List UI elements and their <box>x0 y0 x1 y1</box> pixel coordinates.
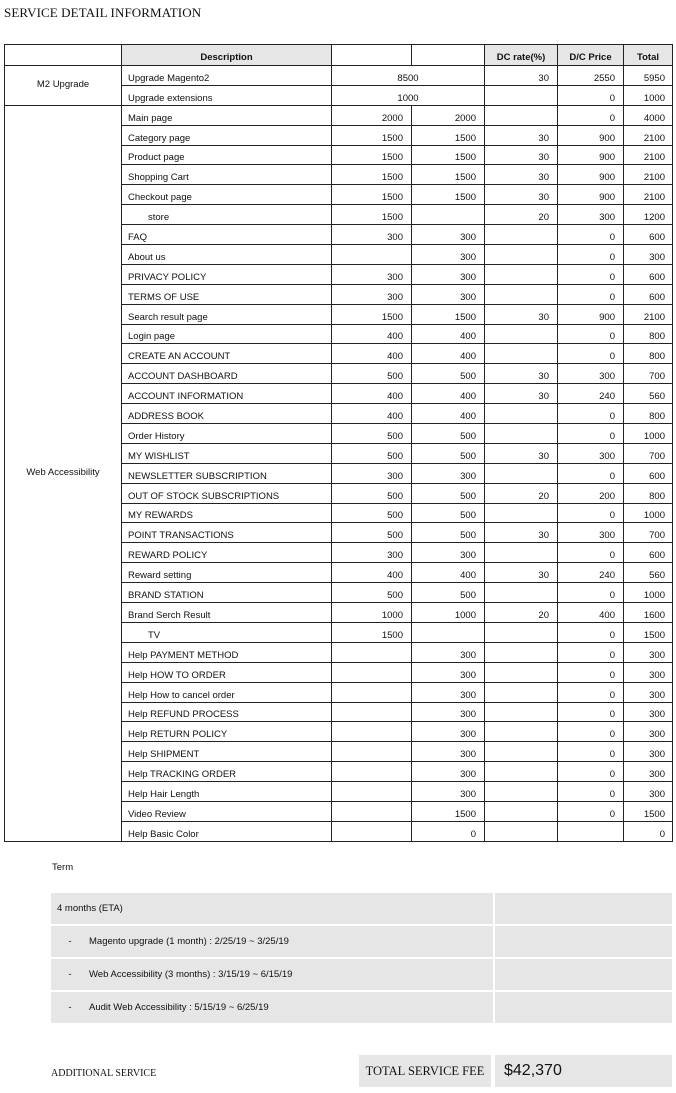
row-amount-a: 1500 <box>332 205 412 225</box>
row-amount-b: 300 <box>412 682 485 702</box>
row-dc-rate <box>485 264 558 284</box>
row-description: Help TRACKING ORDER <box>122 762 332 782</box>
row-dc-rate: 30 <box>485 443 558 463</box>
row-amount-b: 400 <box>412 404 485 424</box>
row-amount-b: 300 <box>412 722 485 742</box>
row-dc-rate <box>485 622 558 642</box>
row-total: 800 <box>624 324 673 344</box>
row-dc-rate <box>485 245 558 265</box>
row-amount-a: 400 <box>332 384 412 404</box>
row-amount-b: 300 <box>412 662 485 682</box>
row-amount-a: 500 <box>332 364 412 384</box>
row-dc-rate <box>485 85 558 105</box>
row-description: POINT TRANSACTIONS <box>122 523 332 543</box>
term-duration-row <box>51 893 672 924</box>
group-label: M2 Upgrade <box>5 66 122 106</box>
row-total: 300 <box>624 682 673 702</box>
row-dc-price: 0 <box>558 583 624 603</box>
row-dc-rate <box>485 344 558 364</box>
row-dc-price: 2550 <box>558 66 624 86</box>
term-item <box>51 992 672 1023</box>
row-amount-b: 500 <box>412 523 485 543</box>
row-dc-rate: 30 <box>485 304 558 324</box>
row-amount-b: 300 <box>412 245 485 265</box>
row-dc-price: 240 <box>558 384 624 404</box>
row-amount-a: 300 <box>332 225 412 245</box>
row-total: 1000 <box>624 85 673 105</box>
row-dc-rate <box>485 782 558 802</box>
row-description: BRAND STATION <box>122 583 332 603</box>
row-amount-a: 500 <box>332 523 412 543</box>
row-amount-a: 1500 <box>332 185 412 205</box>
row-description: Category page <box>122 125 332 145</box>
row-total: 300 <box>624 662 673 682</box>
row-total: 700 <box>624 364 673 384</box>
row-description: MY WISHLIST <box>122 443 332 463</box>
row-dc-rate <box>485 583 558 603</box>
row-dc-price: 0 <box>558 762 624 782</box>
row-amount-a: 500 <box>332 583 412 603</box>
row-amount-a <box>332 682 412 702</box>
row-dc-rate <box>485 662 558 682</box>
row-dc-rate: 30 <box>485 364 558 384</box>
row-dc-rate <box>485 742 558 762</box>
row-description: Order History <box>122 424 332 444</box>
row-dc-price: 0 <box>558 662 624 682</box>
row-dc-price: 900 <box>558 165 624 185</box>
row-dc-price: 0 <box>558 622 624 642</box>
row-amount-b: 500 <box>412 503 485 523</box>
row-amount-a: 300 <box>332 264 412 284</box>
row-description: Help SHIPMENT <box>122 742 332 762</box>
row-description: TV <box>122 622 332 642</box>
row-dc-price: 0 <box>558 543 624 563</box>
row-description: store <box>122 205 332 225</box>
row-amount-b: 300 <box>412 782 485 802</box>
row-amount-b: 300 <box>412 225 485 245</box>
row-total: 800 <box>624 404 673 424</box>
row-dc-rate <box>485 722 558 742</box>
header-total: Total <box>624 45 673 66</box>
header-dc-price: D/C Price <box>558 45 624 66</box>
row-amount-a <box>332 801 412 821</box>
row-dc-rate <box>485 404 558 424</box>
row-amount-a <box>332 821 412 841</box>
row-dc-rate: 30 <box>485 185 558 205</box>
row-amount-b: 500 <box>412 583 485 603</box>
row-description: About us <box>122 245 332 265</box>
row-total: 5950 <box>624 66 673 86</box>
row-amount-b: 500 <box>412 364 485 384</box>
row-amount-a: 500 <box>332 424 412 444</box>
row-total: 1000 <box>624 503 673 523</box>
service-table <box>4 44 673 842</box>
row-description: MY REWARDS <box>122 503 332 523</box>
row-dc-rate: 20 <box>485 483 558 503</box>
row-dc-price: 300 <box>558 205 624 225</box>
row-dc-price: 0 <box>558 404 624 424</box>
row-dc-price: 0 <box>558 702 624 722</box>
row-dc-price: 900 <box>558 145 624 165</box>
row-total: 300 <box>624 245 673 265</box>
row-amount-a: 1500 <box>332 145 412 165</box>
row-description: Video Review <box>122 801 332 821</box>
row-amount-a: 400 <box>332 324 412 344</box>
row-total: 0 <box>624 821 673 841</box>
row-amount-a <box>332 762 412 782</box>
row-dc-price: 0 <box>558 264 624 284</box>
row-description: Help Hair Length <box>122 782 332 802</box>
row-description: Help RETURN POLICY <box>122 722 332 742</box>
row-total: 600 <box>624 264 673 284</box>
row-amount-b: 300 <box>412 264 485 284</box>
row-amount-b: 1000 <box>412 603 485 623</box>
row-amount-b: 300 <box>412 284 485 304</box>
row-description: NEWSLETTER SUBSCRIPTION <box>122 463 332 483</box>
row-description: Help REFUND PROCESS <box>122 702 332 722</box>
row-dc-rate: 20 <box>485 205 558 225</box>
row-amount-b: 1500 <box>412 801 485 821</box>
row-amount-b: 500 <box>412 443 485 463</box>
row-dc-price: 0 <box>558 801 624 821</box>
row-amount-b: 300 <box>412 762 485 782</box>
row-dc-rate <box>485 543 558 563</box>
row-total: 2100 <box>624 185 673 205</box>
row-amount-a: 500 <box>332 443 412 463</box>
row-amount-a: 500 <box>332 483 412 503</box>
row-dc-price: 0 <box>558 642 624 662</box>
row-dc-rate <box>485 324 558 344</box>
term-item-text: Magento upgrade (1 month) : 2/25/19 ~ 3/25/19 <box>89 936 289 947</box>
row-total: 1200 <box>624 205 673 225</box>
row-description: ACCOUNT DASHBOARD <box>122 364 332 384</box>
row-dc-price: 0 <box>558 245 624 265</box>
row-amount-a: 1500 <box>332 165 412 185</box>
row-dc-rate <box>485 463 558 483</box>
row-description: Checkout page <box>122 185 332 205</box>
row-amount-b: 300 <box>412 463 485 483</box>
row-dc-rate: 30 <box>485 145 558 165</box>
row-description: Upgrade extensions <box>122 85 332 105</box>
row-dc-price: 900 <box>558 185 624 205</box>
term-item <box>51 926 672 957</box>
header-col4 <box>412 45 485 66</box>
row-dc-price: 0 <box>558 682 624 702</box>
row-amount-a <box>332 642 412 662</box>
row-amount-b: 500 <box>412 483 485 503</box>
row-total: 600 <box>624 463 673 483</box>
row-dc-price: 0 <box>558 324 624 344</box>
row-amount-a: 1000 <box>332 603 412 623</box>
row-dc-rate <box>485 503 558 523</box>
row-description: Login page <box>122 324 332 344</box>
term-duration: 4 months (ETA) <box>57 903 123 914</box>
row-total: 4000 <box>624 105 673 125</box>
row-amount-b: 400 <box>412 344 485 364</box>
row-amount-b: 300 <box>412 742 485 762</box>
row-amount-a: 300 <box>332 543 412 563</box>
table-row <box>5 66 673 86</box>
row-amount-a <box>332 245 412 265</box>
row-dc-price: 0 <box>558 722 624 742</box>
row-dc-price <box>558 821 624 841</box>
row-amount-b: 0 <box>412 821 485 841</box>
row-amount-a: 400 <box>332 344 412 364</box>
row-amount-a: 1500 <box>332 304 412 324</box>
row-dc-price: 0 <box>558 503 624 523</box>
table-row <box>5 105 673 125</box>
row-total: 2100 <box>624 145 673 165</box>
row-amount-b: 300 <box>412 642 485 662</box>
row-dc-price: 200 <box>558 483 624 503</box>
row-total: 600 <box>624 225 673 245</box>
row-description: REWARD POLICY <box>122 543 332 563</box>
row-dc-rate: 30 <box>485 563 558 583</box>
row-dc-rate <box>485 801 558 821</box>
term-label: Term <box>52 862 74 873</box>
row-dc-price: 900 <box>558 125 624 145</box>
row-total: 560 <box>624 384 673 404</box>
bullet-dash: - <box>68 969 72 980</box>
header-dc-rate: DC rate(%) <box>485 45 558 66</box>
row-total: 300 <box>624 762 673 782</box>
row-amount-b: 1500 <box>412 304 485 324</box>
row-description: ACCOUNT INFORMATION <box>122 384 332 404</box>
group-label: Web Accessibility <box>5 105 122 841</box>
row-amount-b: 300 <box>412 543 485 563</box>
row-dc-rate <box>485 225 558 245</box>
row-amount-a <box>332 662 412 682</box>
row-total: 1000 <box>624 583 673 603</box>
row-dc-rate: 30 <box>485 384 558 404</box>
term-item <box>51 959 672 990</box>
row-amount-b: 400 <box>412 324 485 344</box>
row-amount-a: 1500 <box>332 622 412 642</box>
term-item-text: Audit Web Accessibility : 5/15/19 ~ 6/25/19 <box>89 1002 269 1013</box>
row-total: 300 <box>624 722 673 742</box>
row-description: Search result page <box>122 304 332 324</box>
row-dc-rate: 30 <box>485 165 558 185</box>
row-amount-merged: 1000 <box>332 85 485 105</box>
row-dc-rate: 30 <box>485 125 558 145</box>
row-total: 600 <box>624 543 673 563</box>
row-dc-price: 0 <box>558 742 624 762</box>
row-amount-b: 500 <box>412 424 485 444</box>
row-description: Help How to cancel order <box>122 682 332 702</box>
row-description: Help Basic Color <box>122 821 332 841</box>
row-description: TERMS OF USE <box>122 284 332 304</box>
row-amount-b: 1500 <box>412 125 485 145</box>
row-amount-b <box>412 205 485 225</box>
row-amount-b: 400 <box>412 563 485 583</box>
row-description: Upgrade Magento2 <box>122 66 332 86</box>
row-total: 700 <box>624 443 673 463</box>
row-description: ADDRESS BOOK <box>122 404 332 424</box>
row-dc-price: 300 <box>558 443 624 463</box>
row-amount-a: 300 <box>332 284 412 304</box>
row-description: Shopping Cart <box>122 165 332 185</box>
row-amount-a <box>332 782 412 802</box>
row-total: 2100 <box>624 304 673 324</box>
row-total: 2100 <box>624 165 673 185</box>
table-body <box>5 66 673 842</box>
row-dc-rate <box>485 105 558 125</box>
row-dc-rate: 30 <box>485 66 558 86</box>
header-col3 <box>332 45 412 66</box>
row-total: 560 <box>624 563 673 583</box>
row-amount-a: 400 <box>332 404 412 424</box>
row-amount-b: 400 <box>412 384 485 404</box>
row-amount-a: 1500 <box>332 125 412 145</box>
row-total: 700 <box>624 523 673 543</box>
row-amount-a <box>332 702 412 722</box>
bullet-dash: - <box>68 1002 72 1013</box>
row-amount-a: 300 <box>332 463 412 483</box>
row-description: Reward setting <box>122 563 332 583</box>
row-amount-b: 1500 <box>412 145 485 165</box>
row-total: 1500 <box>624 801 673 821</box>
row-dc-price: 900 <box>558 304 624 324</box>
row-description: Main page <box>122 105 332 125</box>
row-description: Help PAYMENT METHOD <box>122 642 332 662</box>
row-total: 1500 <box>624 622 673 642</box>
row-amount-b: 300 <box>412 702 485 722</box>
row-amount-a: 400 <box>332 563 412 583</box>
row-total: 2100 <box>624 125 673 145</box>
row-total: 300 <box>624 702 673 722</box>
row-dc-rate <box>485 821 558 841</box>
row-description: OUT OF STOCK SUBSCRIPTIONS <box>122 483 332 503</box>
row-amount-a <box>332 742 412 762</box>
row-total: 300 <box>624 742 673 762</box>
row-description: PRIVACY POLICY <box>122 264 332 284</box>
row-total: 600 <box>624 284 673 304</box>
row-dc-price: 0 <box>558 105 624 125</box>
row-amount-b: 1500 <box>412 185 485 205</box>
row-amount-a: 2000 <box>332 105 412 125</box>
row-dc-price: 0 <box>558 225 624 245</box>
row-total: 1600 <box>624 603 673 623</box>
header-group <box>5 45 122 66</box>
row-total: 800 <box>624 344 673 364</box>
total-fee-label: TOTAL SERVICE FEE <box>359 1055 491 1087</box>
row-dc-price: 0 <box>558 344 624 364</box>
row-dc-price: 0 <box>558 463 624 483</box>
row-dc-rate <box>485 762 558 782</box>
row-total: 300 <box>624 642 673 662</box>
row-dc-price: 0 <box>558 284 624 304</box>
row-description: Help HOW TO ORDER <box>122 662 332 682</box>
row-total: 800 <box>624 483 673 503</box>
row-amount-b <box>412 622 485 642</box>
row-total: 300 <box>624 782 673 802</box>
row-amount-b: 2000 <box>412 105 485 125</box>
header-description: Description <box>122 45 332 66</box>
row-dc-price: 300 <box>558 523 624 543</box>
table-header-row <box>5 45 673 66</box>
row-dc-rate: 20 <box>485 603 558 623</box>
row-dc-price: 0 <box>558 424 624 444</box>
term-box <box>51 893 672 1025</box>
term-item-text: Web Accessibility (3 months) : 3/15/19 ~ 6/15/19 <box>89 969 293 980</box>
row-dc-rate <box>485 284 558 304</box>
row-dc-rate <box>485 424 558 444</box>
row-amount-b: 1500 <box>412 165 485 185</box>
document-title: SERVICE DETAIL INFORMATION <box>4 5 202 20</box>
row-amount-merged: 8500 <box>332 66 485 86</box>
row-dc-price: 300 <box>558 364 624 384</box>
row-description: Brand Serch Result <box>122 603 332 623</box>
additional-service-label: ADDITIONAL SERVICE <box>51 1068 157 1079</box>
row-amount-a: 500 <box>332 503 412 523</box>
row-dc-rate <box>485 642 558 662</box>
row-dc-price: 0 <box>558 85 624 105</box>
row-amount-a <box>332 722 412 742</box>
row-dc-rate <box>485 682 558 702</box>
row-description: Product page <box>122 145 332 165</box>
bullet-dash: - <box>68 936 72 947</box>
row-dc-price: 400 <box>558 603 624 623</box>
row-description: CREATE AN ACCOUNT <box>122 344 332 364</box>
row-dc-price: 0 <box>558 782 624 802</box>
total-fee-value: $42,370 <box>495 1055 672 1087</box>
row-dc-rate <box>485 702 558 722</box>
row-total: 1000 <box>624 424 673 444</box>
row-dc-rate: 30 <box>485 523 558 543</box>
row-description: FAQ <box>122 225 332 245</box>
row-dc-price: 240 <box>558 563 624 583</box>
